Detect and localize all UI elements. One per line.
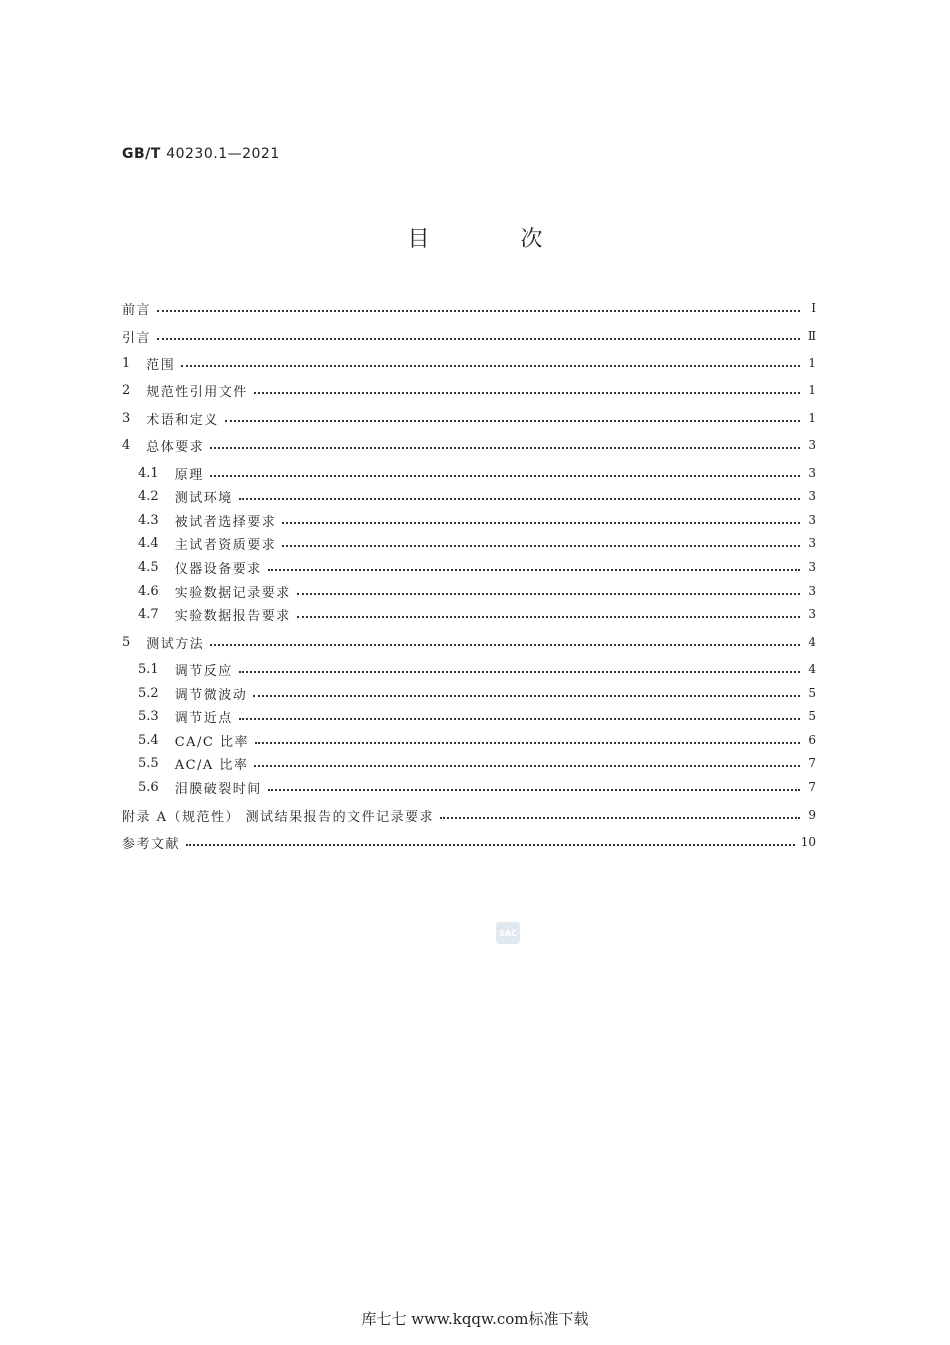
toc-page-number: 1 — [808, 356, 816, 370]
toc-entry-4[interactable] — [122, 435, 816, 455]
toc-section-number: 4.1 — [138, 465, 159, 481]
toc-label: 实验数据记录要求 — [174, 585, 291, 601]
toc-leader — [440, 815, 800, 819]
toc-leader — [297, 591, 800, 595]
toc-section-number: 1 — [122, 355, 131, 371]
toc-leader — [254, 390, 800, 394]
toc-entry-4-7[interactable] — [138, 604, 816, 624]
toc-page-number: 3 — [808, 536, 816, 550]
toc-label: 参考文献 — [122, 836, 181, 852]
toc-section-number: 4.3 — [138, 512, 159, 528]
sac-watermark-logo: SAC — [496, 922, 520, 944]
toc-section-number: 2 — [122, 382, 131, 398]
toc-label: 附录 A（规范性） 测试结果报告的文件记录要求 — [122, 809, 435, 825]
toc-leader — [297, 614, 800, 618]
toc-leader — [181, 363, 800, 367]
toc-section-number: 5.2 — [138, 685, 159, 701]
toc-page-number: 3 — [808, 438, 816, 452]
toc-label: 原理 — [174, 467, 204, 483]
toc-entry-3[interactable] — [122, 408, 816, 428]
toc-page-number: 5 — [808, 686, 816, 700]
toc-entry-5-5[interactable] — [138, 753, 816, 773]
page-footer: 库七七 www.kqqw.com标准下载 — [361, 1310, 589, 1328]
toc-label: 调节反应 — [174, 663, 233, 679]
page-title: 目 次 — [407, 227, 585, 252]
toc-leader — [210, 473, 800, 477]
toc-page-number: 6 — [808, 733, 816, 747]
toc-section-number: 4.4 — [138, 535, 159, 551]
toc-section-number: 5.3 — [138, 708, 159, 724]
toc-section-number: 5.1 — [138, 661, 159, 677]
toc-page-number: 1 — [808, 411, 816, 425]
toc-leader — [239, 669, 800, 673]
toc-label: 范围 — [146, 357, 176, 373]
toc-entry-2[interactable] — [122, 380, 816, 400]
toc-label: 引言 — [122, 330, 152, 346]
toc-entry-4-5[interactable] — [138, 557, 816, 577]
toc-entry-bibliography[interactable] — [122, 832, 816, 852]
toc-page-number: 3 — [808, 584, 816, 598]
toc-label: 调节近点 — [174, 710, 233, 726]
toc-label: 泪膜破裂时间 — [174, 781, 262, 797]
toc-section-number: 5.5 — [138, 755, 159, 771]
toc-page-number: Ⅱ — [807, 329, 816, 343]
toc-entry-4-2[interactable] — [138, 486, 816, 506]
toc-page-number: 9 — [808, 808, 816, 822]
toc-label: 总体要求 — [146, 439, 205, 455]
toc-label: 前言 — [122, 302, 152, 318]
toc-leader — [210, 642, 800, 646]
toc-leader — [186, 842, 795, 846]
toc-label: 调节微波动 — [174, 687, 248, 703]
toc-section-number: 4 — [122, 437, 131, 453]
standard-code — [122, 146, 280, 162]
toc-entry-5[interactable] — [122, 632, 816, 652]
toc-entry-5-6[interactable] — [138, 777, 816, 797]
toc-page-number: 10 — [800, 835, 816, 849]
toc-entry-1[interactable] — [122, 353, 816, 373]
toc-label: 实验数据报告要求 — [174, 608, 291, 624]
toc-leader — [239, 716, 800, 720]
toc-leader — [239, 496, 800, 500]
toc-page-number: 7 — [808, 780, 816, 794]
toc-leader — [254, 763, 800, 767]
toc-section-number: 4.2 — [138, 488, 159, 504]
toc-section-number: 4.5 — [138, 559, 159, 575]
toc-section-number: 5.4 — [138, 732, 159, 748]
toc-leader — [268, 567, 800, 571]
toc-entry-4-4[interactable] — [138, 533, 816, 553]
toc-leader — [268, 787, 800, 791]
toc-section-number: 4.7 — [138, 606, 159, 622]
toc-label: 测试环境 — [174, 490, 233, 506]
toc-label: 术语和定义 — [146, 412, 219, 428]
standard-number: 40230.1—2021 — [166, 146, 280, 162]
toc-page-number: 4 — [808, 662, 816, 676]
toc-entry-4-1[interactable] — [138, 463, 816, 483]
toc-entry-4-3[interactable] — [138, 510, 816, 530]
toc-section-number: 4.6 — [138, 583, 159, 599]
toc-label: 被试者选择要求 — [174, 514, 277, 530]
toc-label: AC/A 比率 — [174, 757, 249, 773]
toc-page-number: 7 — [808, 756, 816, 770]
toc-entry-annex-a[interactable] — [122, 805, 816, 825]
toc-label: 仪器设备要求 — [174, 561, 262, 577]
toc-entry-foreword[interactable] — [122, 298, 816, 318]
toc-entry-4-6[interactable] — [138, 581, 816, 601]
toc-section-number: 5 — [122, 634, 131, 650]
toc-entry-5-2[interactable] — [138, 683, 816, 703]
toc-leader — [157, 308, 800, 312]
toc-label: CA/C 比率 — [174, 734, 249, 750]
toc-page-number: 3 — [808, 560, 816, 574]
toc-section-number: 5.6 — [138, 779, 159, 795]
toc-entry-introduction[interactable] — [122, 326, 816, 346]
toc-leader — [210, 445, 800, 449]
toc-page-number: 4 — [808, 635, 816, 649]
toc-label: 主试者资质要求 — [174, 537, 277, 553]
toc-leader — [255, 740, 800, 744]
toc-leader — [282, 520, 800, 524]
toc-page-number: 5 — [808, 709, 816, 723]
toc-page-number: 3 — [808, 513, 816, 527]
toc-label: 测试方法 — [146, 636, 205, 652]
toc-page-number: Ⅰ — [811, 301, 816, 315]
toc-page-number: 3 — [808, 607, 816, 621]
toc-page-number: 3 — [808, 489, 816, 503]
toc-entry-5-4[interactable] — [138, 730, 816, 750]
toc-leader — [225, 418, 800, 422]
toc-page-number: 1 — [808, 383, 816, 397]
toc-leader — [282, 543, 800, 547]
standard-prefix: GB/T — [122, 146, 161, 162]
toc-label: 规范性引用文件 — [146, 384, 248, 400]
toc-entry-5-1[interactable] — [138, 659, 816, 679]
toc-section-number: 3 — [122, 410, 131, 426]
toc-entry-5-3[interactable] — [138, 706, 816, 726]
toc-page-number: 3 — [808, 466, 816, 480]
toc-leader — [157, 336, 800, 340]
toc-leader — [253, 693, 800, 697]
